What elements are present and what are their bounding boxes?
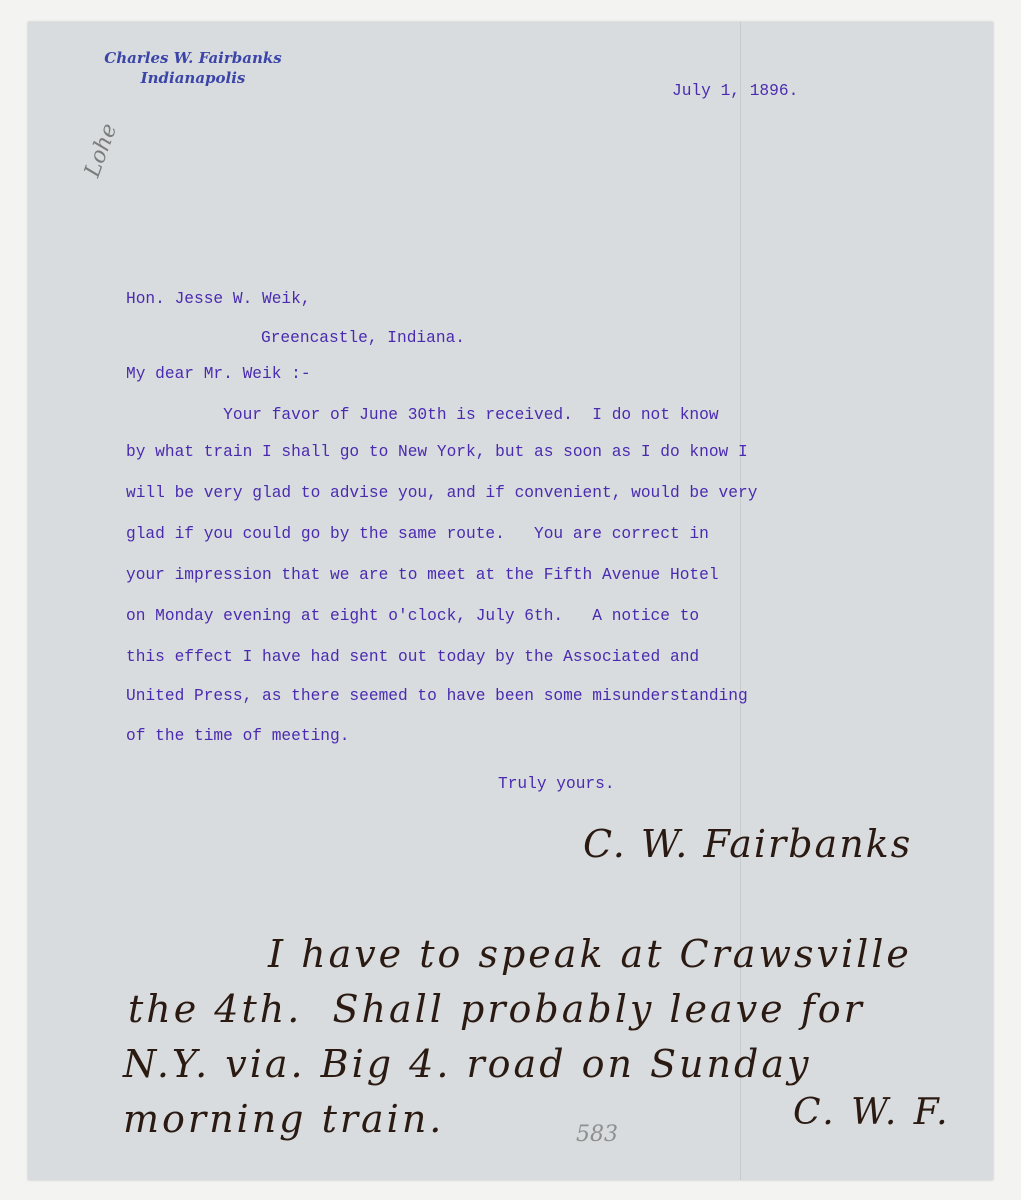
body-line: by what train I shall go to New York, but as soon as I do know I <box>126 443 748 461</box>
letter-date: July 1, 1896. <box>672 82 799 100</box>
body-line: your impression that we are to meet at the Fifth Avenue Hotel <box>126 566 719 584</box>
postscript-line: I have to speak at Crawsville <box>268 932 912 976</box>
body-line: of the time of meeting. <box>126 727 350 745</box>
body-line: United Press, as there seemed to have been some misunderstanding <box>126 687 748 705</box>
postscript-line: morning train. <box>123 1097 445 1141</box>
recipient-name: Hon. Jesse W. Weik, <box>126 290 311 308</box>
body-line: will be very glad to advise you, and if convenient, would be very <box>126 484 758 502</box>
letterhead <box>98 48 288 88</box>
pencil-page-number: 583 <box>576 1122 618 1147</box>
recipient-city: Greencastle, Indiana. <box>261 329 465 347</box>
closing: Truly yours. <box>498 775 615 793</box>
handwritten-signature: C. W. Fairbanks <box>583 822 913 866</box>
pencil-margin-note: Lohe <box>80 120 123 181</box>
body-line: glad if you could go by the same route. You are correct in <box>126 525 709 543</box>
body-line: this effect I have had sent out today by the Associated and <box>126 648 700 666</box>
letter-page <box>28 22 993 1180</box>
letterhead-name: Charles W. Fairbanks <box>104 49 282 67</box>
body-line: Your favor of June 30th is received. I do not know <box>126 406 719 424</box>
salutation: My dear Mr. Weik :- <box>126 365 311 383</box>
body-line: on Monday evening at eight o'clock, July 6th. A notice to <box>126 607 700 625</box>
postscript-initials: C. W. F. <box>793 1092 951 1133</box>
postscript-line: the 4th. Shall probably leave for <box>128 987 865 1031</box>
letterhead-city: Indianapolis <box>140 69 246 87</box>
postscript-line: N.Y. via. Big 4. road on Sunday <box>123 1042 812 1086</box>
